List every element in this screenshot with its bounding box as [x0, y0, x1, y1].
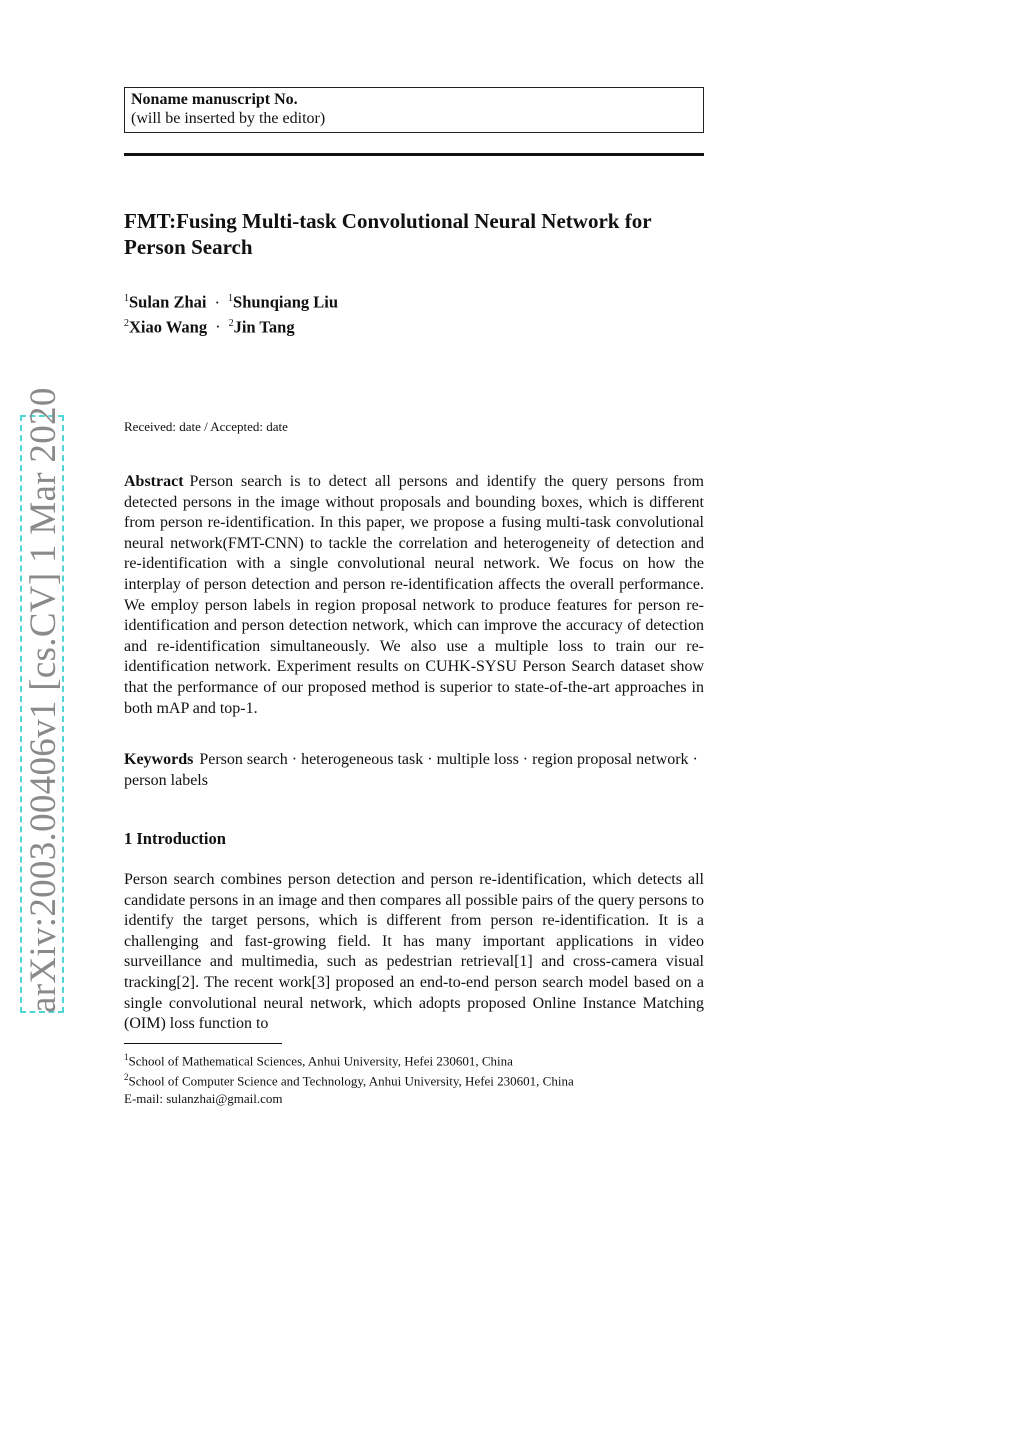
section-heading-introduction: 1 Introduction	[124, 829, 226, 848]
introduction-paragraph: Person search combines person detection and person re-identification, which detects all candidate persons in an image and then compares all possible pairs of the query persons to identify the target persons, which is different from person re-identification. It is a challenging and fast-growing field. It has many important applications in video surveillance and multimedia, such as pedestrian retrieval[1] and cross-camera visual tracking[2]. The recent work[3] proposed an end-to-end person search model based on a single convolutional neural network, which adopts proposed Online Instance Matching (OIM) loss function to	[124, 871, 704, 1033]
footnote-text: School of Mathematical Sciences, Anhui University, Hefei 230601, China	[128, 1053, 513, 1069]
footnote-mark: 2	[124, 1072, 129, 1083]
footnote-email	[124, 1090, 704, 1107]
abstract	[124, 472, 704, 719]
footnote-text: School of Computer Science and Technology, Anhui University, Hefei 230601, China	[128, 1073, 574, 1089]
author-affiliation-mark: 2	[228, 317, 234, 329]
editor-note: (will be inserted by the editor)	[131, 110, 326, 127]
keywords	[124, 750, 704, 791]
author-separator: ·	[215, 317, 221, 336]
manuscript-number: Noname manuscript No.	[131, 91, 298, 108]
arxiv-identifier: arXiv:2003.00406v1 [cs.CV] 1 Mar 2020	[23, 387, 64, 1013]
footnote-affiliation-2	[124, 1069, 704, 1089]
author-name: Shunqiang Liu	[233, 292, 339, 312]
abstract-label: Abstract	[124, 473, 184, 490]
author-line-2	[124, 313, 704, 338]
keywords-label: Keywords	[124, 751, 194, 768]
keywords-text: Person search · heterogeneous task · multiple loss · region proposal network · person labels	[124, 751, 698, 789]
footnote-text: E-mail: sulanzhai@gmail.com	[124, 1090, 283, 1106]
author-list	[124, 288, 704, 337]
author-name: Sulan Zhai	[129, 292, 207, 312]
author-affiliation-mark: 2	[124, 317, 129, 329]
footnotes	[124, 1049, 704, 1107]
author-separator: ·	[214, 292, 221, 312]
author-affiliation-mark: 1	[228, 293, 234, 304]
abstract-text: Person search is to detect all persons and identify the query persons from detected persons in the image without proposals and bounding boxes, which is different from person re-identification. In this paper, we propose a fusing multi-task convolutional neural network(FMT-CNN) to tackle the correlation and heterogeneity of detection and re-identification with a single convolutional neural network. We focus on how the interplay of person detection and person re-identification affects the overall performance. We employ person labels in region proposal network to produce features for person re-identification and person detection network, which can improve the accuracy of detection and re-identification simultaneously. We also use a multiple loss to train our re-identification network. Experiment results on CUHK-SYSU Person Search dataset show that the performance of our proposed method is superior to state-of-the-art approaches in both mAP and top-1.	[124, 473, 704, 717]
paper-title: FMT:Fusing Multi-task Convolutional Neural Network for Person Search	[124, 209, 652, 259]
author-affiliation-mark: 1	[124, 293, 129, 304]
footnote-rule	[124, 1043, 282, 1044]
manuscript-header-box	[124, 87, 704, 133]
author-name: Jin Tang	[233, 317, 295, 336]
footnote-mark: 1	[124, 1052, 129, 1062]
author-name: Xiao Wang	[129, 317, 208, 336]
author-line-1	[124, 288, 704, 313]
footnote-affiliation-1	[124, 1049, 704, 1069]
header-rule	[124, 153, 704, 156]
received-accepted-date: Received: date / Accepted: date	[124, 419, 288, 434]
